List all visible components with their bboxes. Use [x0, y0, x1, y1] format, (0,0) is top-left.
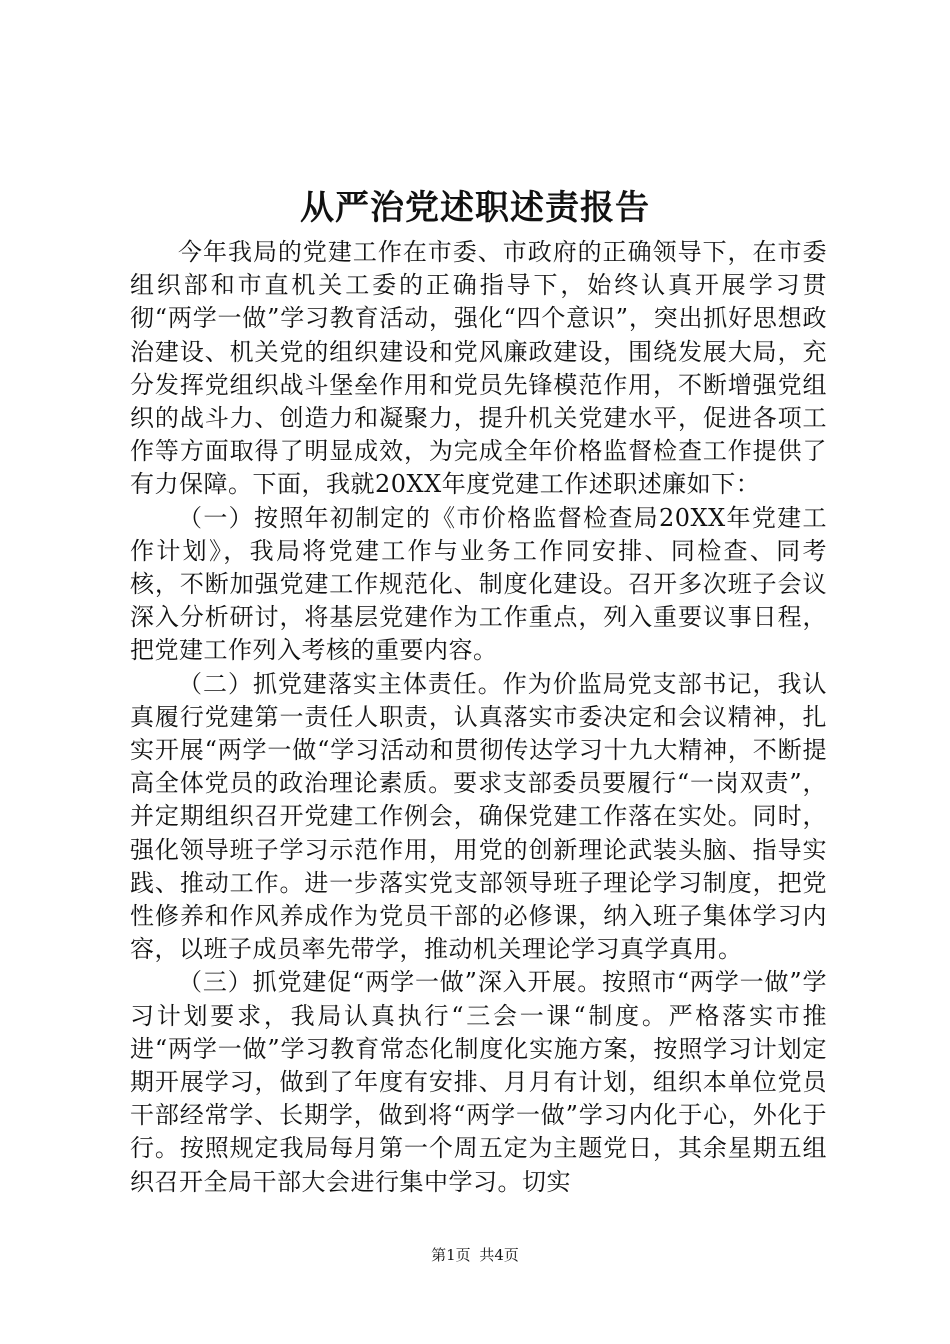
paragraph-section-2: （二）抓党建落实主体责任。作为价监局党支部书记，我认真履行党建第一责任人职责，认真落实市委决定和会议精神，扎实开展“两学一做“学习活动和贯彻传达学习十九大精神，不断提高全体党员的政治理论素质。要求支部委员要履行“一岗双责”，并定期组织召开党建工作例会，确保党建工作落在实处。同时，强化领导班子学习示范作用，用党的创新理论武装头脑、指导实践、推动工作。进一步落实党支部领导班子理论学习制度，把党性修养和作风养成作为党员干部的必修课，纳入班子集体学习内容，以班子成员率先带学，推动机关理论学习真学真用。 [130, 669, 827, 964]
page-footer [0, 1245, 950, 1265]
paragraph-intro: 今年我局的党建工作在市委、市政府的正确领导下，在市委组织部和市直机关工委的正确指导下，始终认真开展学习贯彻“两学一做”学习教育活动，强化“四个意识”，突出抓好思想政治建设、机关党的组织建设和党风廉政建设，围绕发展大局，充分发挥党组织战斗堡垒作用和党员先锋模范作用，不断增强党组织的战斗力、创造力和凝聚力，提升机关党建水平，促进各项工作等方面取得了明显成效，为完成全年价格监督检查工作提供了有力保障。下面，我就20XX年度党建工作述职述廉如下： [130, 238, 827, 499]
page-number: 第1页 [431, 1246, 471, 1264]
document-body [130, 236, 827, 1199]
page-title: 从严治党述职述责报告 [300, 188, 650, 228]
paragraph-section-1: （一）按照年初制定的《市价格监督检查局20XX年党建工作计划》，我局将党建工作与业务工作同安排、同检查、同考核，不断加强党建工作规范化、制度化建设。召开多次班子会议深入分析研讨，将基层党建作为工作重点，列入重要议事日程，把党建工作列入考核的重要内容。 [130, 503, 827, 665]
paragraph-section-3: （三）抓党建促“两学一做”深入开展。按照市“两学一做”学习计划要求，我局认真执行“三会一课“制度。严格落实市推进“两学一做”学习教育常态化制度化实施方案，按照学习计划定期开展学习，做到了年度有安排、月月有计划，组织本单位党员干部经常学、长期学，做到将“两学一做”学习内化于心，外化于行。按照规定我局每月第一个周五定为主题党日，其余星期五组织召开全局干部大会进行集中学习。切实 [130, 968, 827, 1196]
page-total: 共4页 [479, 1246, 519, 1264]
